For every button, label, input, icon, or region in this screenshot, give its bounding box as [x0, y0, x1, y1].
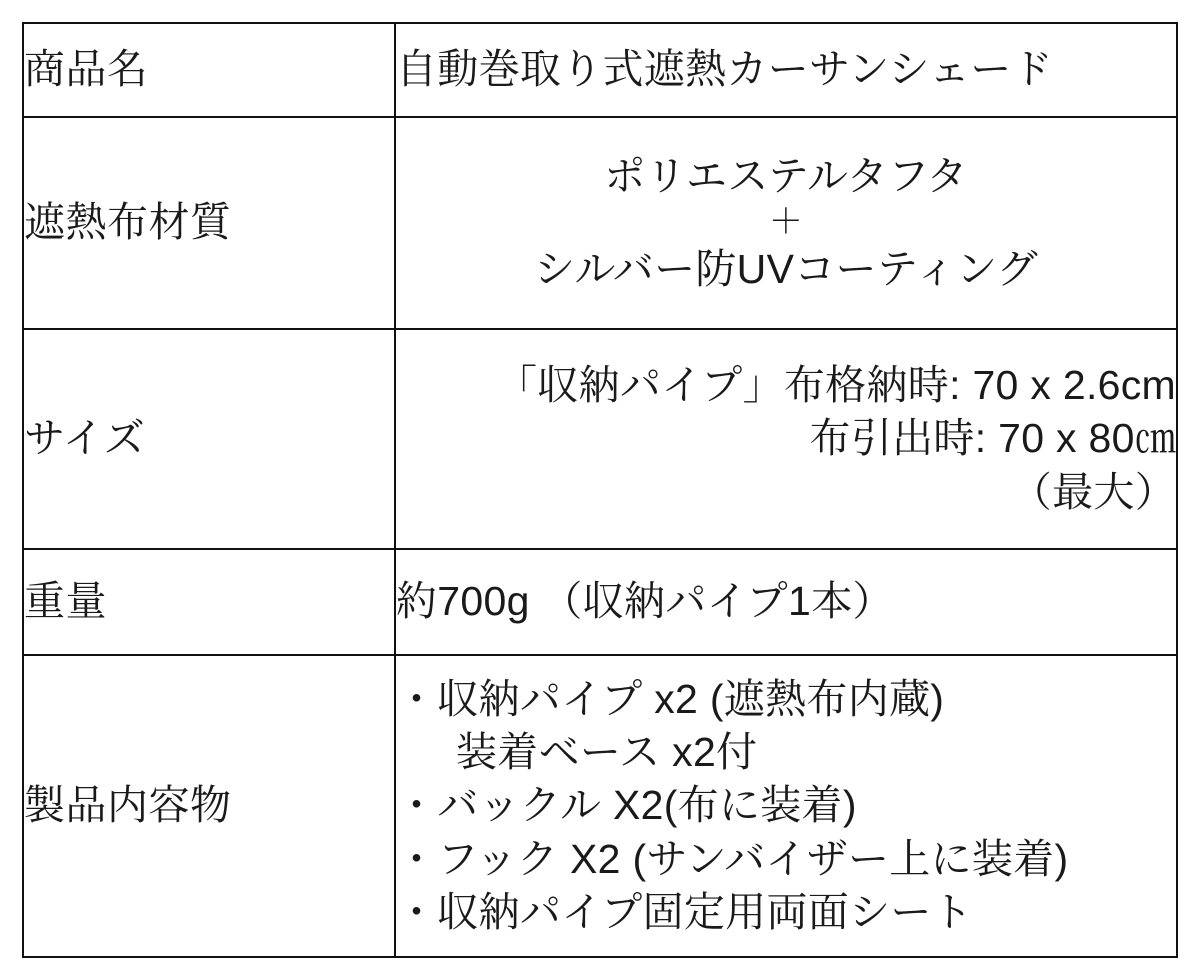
value-line: （最大）: [1010, 468, 1176, 515]
row-label-contents: 製品内容物: [23, 655, 395, 957]
value-line: ＋: [768, 203, 804, 242]
value-line: ポリエステルタフタ: [604, 153, 968, 200]
value-line: 布引出時: 70 x 80㎝: [809, 415, 1176, 462]
row-label-material: 遮熱布材質: [23, 117, 395, 329]
value-line: 自動巻取り式遮熱カーサンシェード: [396, 46, 1053, 93]
value-line: 「収納パイプ」布格納時: 70 x 2.6cm: [496, 362, 1176, 409]
product-spec-table: [22, 22, 1178, 958]
value-line: 約700g （収納パイプ1本）: [396, 578, 894, 625]
value-line: シルバー防UVコーティング: [534, 245, 1038, 292]
row-value-contents: [395, 655, 1177, 957]
row-label-weight: 重量: [23, 549, 395, 655]
row-value-product-name: [395, 23, 1177, 117]
table-row-product-name: [23, 23, 1177, 117]
table-row-weight: [23, 549, 1177, 655]
spec-table-body: [23, 23, 1177, 957]
row-label-size: サイズ: [23, 329, 395, 549]
row-label-product-name: 商品名: [23, 23, 395, 117]
value-line: 装着ベース x2付: [456, 729, 758, 776]
row-value-weight: [395, 549, 1177, 655]
value-line: ・フック X2 (サンバイザー上に装着): [396, 835, 1069, 882]
table-row-size: [23, 329, 1177, 549]
value-line: ・収納パイプ x2 (遮熱布内蔵): [396, 675, 945, 722]
table-row-contents: [23, 655, 1177, 957]
row-value-material: [395, 117, 1177, 329]
table-row-material: [23, 117, 1177, 329]
value-line: ・収納パイプ固定用両面シート: [396, 888, 973, 935]
value-line: ・バックル X2(布に装着): [396, 782, 857, 829]
row-value-size: [395, 329, 1177, 549]
